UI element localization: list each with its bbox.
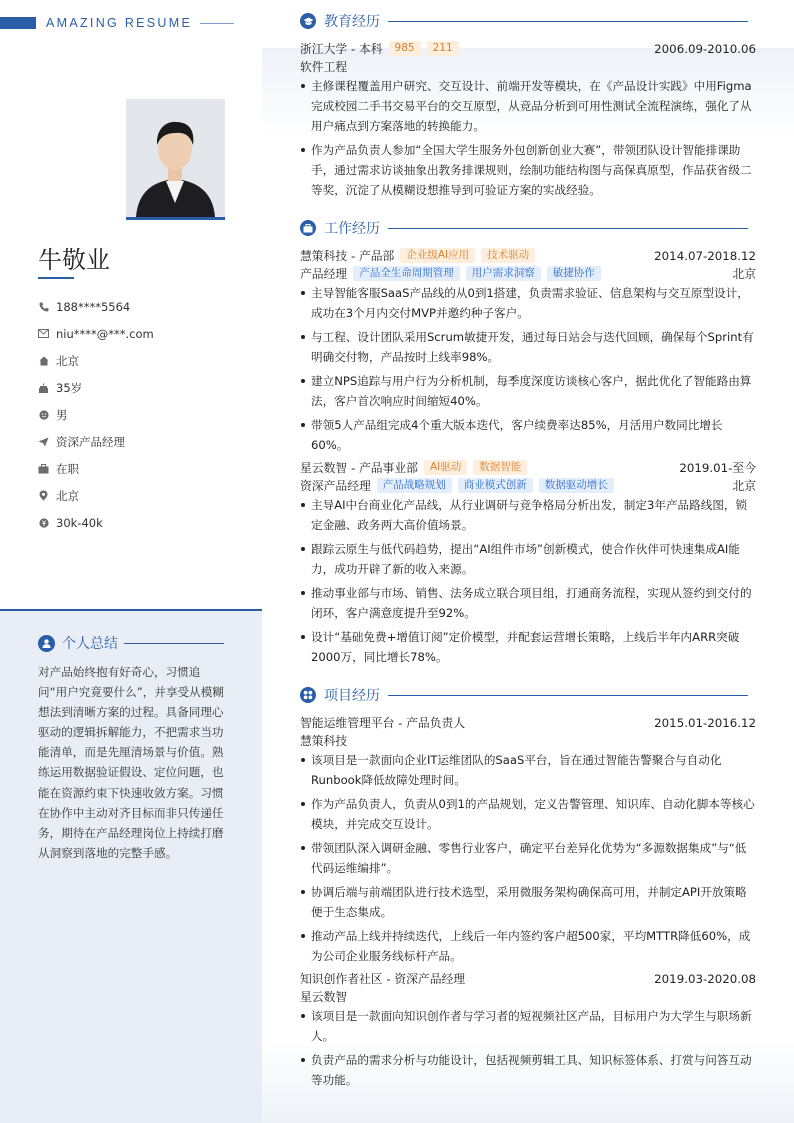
heading-line — [124, 643, 224, 644]
info-age — [38, 374, 154, 401]
info-text: 30k-40k — [56, 515, 103, 530]
person-name: 牛敬业 — [38, 246, 110, 274]
list-item: 负责产品的需求分析与功能设计，包括视频剪辑工具、知识标签体系、打赏与问答互动等功能。 — [300, 1050, 756, 1090]
brand-text: AMAZING RESUME — [46, 16, 193, 30]
skill-tag: 产品战略规划 — [377, 478, 452, 493]
info-text: 北京 — [56, 488, 79, 503]
list-item: 跟踪云原生与低代码趋势，提出“AI组件市场”创新模式，使合作伙伴可快速集成AI能力，成功开辟了新的收入来源。 — [300, 539, 756, 579]
tag: 数据智能 — [473, 460, 527, 475]
info-gender — [38, 401, 154, 428]
location-icon — [38, 490, 49, 501]
education-heading — [300, 11, 756, 31]
list-item: 与工程、设计团队采用Scrum敏捷开发，通过每日站会与迭代回顾，确保每个Sprint有明确交付物，产品按时上线率98%。 — [300, 327, 756, 367]
projects-title: 项目经历 — [324, 688, 380, 704]
face-icon — [38, 409, 49, 420]
major-row — [300, 58, 756, 75]
send-icon — [38, 436, 49, 447]
skill-tag: 产品全生命周期管理 — [353, 266, 460, 281]
brand-bar — [0, 17, 36, 29]
project-org-row — [300, 732, 756, 749]
company-name: 慧策科技 - 产品部 — [300, 249, 395, 263]
project-date: 2019.03-2020.08 — [654, 971, 756, 986]
briefcase-icon — [38, 463, 49, 474]
major: 软件工程 — [300, 60, 348, 74]
list-item: 建立NPS追踪与用户行为分析机制，每季度深度访谈核心客户，据此优化了智能路由算法，客户首次响应时间缩短40%。 — [300, 371, 756, 411]
job-bullets — [300, 495, 756, 671]
info-text: 188****5564 — [56, 299, 131, 314]
info-text: niu****@***.com — [56, 326, 154, 341]
project-date: 2015.01-2016.12 — [654, 715, 756, 730]
project-org-row — [300, 988, 756, 1005]
job-bullets — [300, 283, 756, 459]
list-item: 带领团队深入调研金融、零售行业客户，确定平台差异化优势为“多源数据集成”与“低代码运维编排”。 — [300, 838, 756, 878]
info-phone — [38, 293, 154, 320]
tag: AI驱动 — [424, 460, 467, 475]
heading-line — [388, 695, 748, 696]
grid-icon — [300, 687, 316, 703]
projects-heading — [300, 685, 756, 705]
list-item: 推动事业部与市场、销售、法务成立联合项目组，打通商务流程，实现从签约到交付的闭环，客户满意度提升至92%。 — [300, 583, 756, 623]
skill-tag: 数据驱动增长 — [539, 478, 614, 493]
project-org: 星云数智 — [300, 990, 348, 1004]
education-row — [300, 40, 756, 57]
brand-line — [200, 23, 234, 24]
info-status — [38, 455, 154, 482]
job-city: 北京 — [732, 479, 756, 493]
info-text: 北京 — [56, 353, 79, 368]
job-role-row — [300, 477, 756, 494]
list-item: 该项目是一款面向企业IT运维团队的SaaS平台，旨在通过智能告警聚合与自动化Runbook降低故障处理时间。 — [300, 750, 756, 790]
job-city: 北京 — [732, 267, 756, 281]
info-location — [38, 482, 154, 509]
company-name: 星云数智 - 产品事业部 — [300, 461, 418, 475]
list-item: 作为产品负责人参加“全国大学生服务外包创新创业大赛”，带领团队设计智能排课助手，通过需求访谈抽象出教务排课规则，绘制功能结构图与高保真原型，作品获省级二等奖，沉淀了从模糊设想推导到可验证方案的实战经验。 — [300, 140, 756, 200]
job-role: 资深产品经理 — [300, 479, 371, 493]
education-date: 2006.09-2010.06 — [654, 41, 756, 56]
summary-text: 对产品始终抱有好奇心，习惯追问“用户究竟要什么”，并享受从模糊想法到清晰方案的过程。具备同理心驱动的逻辑拆解能力，不把需求当功能清单，而是先厘清场景与价值。熟练运用数据验证假设、定位问题，也能在资源约束下快速收敛方案。习惯在协作中主动对齐目标而非只传递任务，期待在产品经理岗位上持续打磨从洞察到落地的完整手感。 — [38, 665, 224, 860]
tag: 211 — [427, 41, 459, 56]
list-item: 主导智能客服SaaS产品线的从0到1搭建，负责需求验证、信息架构与交互原型设计，成功在3个月内交付MVP并邀约种子客户。 — [300, 283, 756, 323]
summary-heading — [38, 633, 224, 653]
list-item: 该项目是一款面向知识创作者与学习者的短视频社区产品，目标用户为大学生与职场新人。 — [300, 1006, 756, 1046]
job-date: 2019.01-至今 — [679, 461, 756, 475]
contact-info — [38, 293, 154, 536]
info-text: 男 — [56, 407, 68, 422]
job-role: 产品经理 — [300, 267, 348, 281]
list-item: 推动产品上线并持续迭代，上线后一年内签约客户超500家，平均MTTR降低60%，成为公司企业服务线标杆产品。 — [300, 926, 756, 966]
home-icon — [38, 355, 49, 366]
summary-title: 个人总结 — [62, 636, 118, 652]
job-role-row — [300, 265, 756, 282]
education-bullets — [300, 76, 756, 204]
list-item: 主修课程覆盖用户研究、交互设计、前端开发等模块，在《产品设计实践》中用Figma完成校园二手书交易平台的交互原型，从竞品分析到可用性测试全流程演练，强化了从用户痛点到方案落地的转换能力。 — [300, 76, 756, 136]
list-item: 作为产品负责人，负责从0到1的产品规划，定义告警管理、知识库、自动化脚本等核心模块，并完成交互设计。 — [300, 794, 756, 834]
mail-icon — [38, 328, 49, 339]
skill-tag: 商业模式创新 — [458, 478, 533, 493]
money-icon — [38, 517, 49, 528]
project-name: 智能运维管理平台 - 产品负责人 — [300, 716, 466, 730]
job-header — [300, 247, 756, 264]
graduation-cap-icon — [300, 13, 316, 29]
left-column — [0, 0, 262, 1123]
tag: 985 — [389, 41, 421, 56]
info-email — [38, 320, 154, 347]
list-item: 协调后端与前端团队进行技术选型，采用微服务架构确保高可用，并制定API开放策略便于生态集成。 — [300, 882, 756, 922]
user-icon — [38, 635, 55, 652]
job-date: 2014.07-2018.12 — [654, 248, 756, 263]
project-org: 慧策科技 — [300, 734, 348, 748]
education-title: 教育经历 — [324, 14, 380, 30]
list-item: 主导AI中台商业化产品线，从行业调研与竞争格局分析出发，制定3年产品路线图，锁定金融、政务两大高价值场景。 — [300, 495, 756, 535]
info-text: 35岁 — [56, 380, 83, 395]
info-position — [38, 428, 154, 455]
info-text: 资深产品经理 — [56, 434, 125, 449]
project-header — [300, 970, 756, 987]
info-text: 在职 — [56, 461, 79, 476]
list-item: 带领5人产品组完成4个重大版本迭代，客户续费率达85%，月活用户数同比增长60%。 — [300, 415, 756, 455]
avatar — [126, 99, 225, 220]
school-name: 浙江大学 - 本科 — [300, 42, 383, 56]
work-heading — [300, 218, 756, 238]
work-title: 工作经历 — [324, 221, 380, 237]
project-bullets — [300, 1006, 756, 1094]
project-name: 知识创作者社区 - 资深产品经理 — [300, 972, 466, 986]
skill-tag: 敏捷协作 — [547, 266, 601, 281]
list-item: 设计“基础免费+增值订阅”定价模型，并配套运营增长策略，上线后半年内ARR突破2000万，同比增长78%。 — [300, 627, 756, 667]
brand — [0, 15, 234, 31]
tag: 企业级AI应用 — [400, 248, 475, 263]
info-salary — [38, 509, 154, 536]
heading-line — [388, 228, 748, 229]
project-header — [300, 714, 756, 731]
name-underline — [38, 277, 74, 279]
tag: 技术驱动 — [481, 248, 535, 263]
project-bullets — [300, 750, 756, 970]
heading-line — [388, 21, 748, 22]
info-home — [38, 347, 154, 374]
job-header — [300, 459, 756, 476]
skill-tag: 用户需求洞察 — [466, 266, 541, 281]
briefcase-icon — [300, 220, 316, 236]
cake-icon — [38, 382, 49, 393]
phone-icon — [38, 301, 49, 312]
